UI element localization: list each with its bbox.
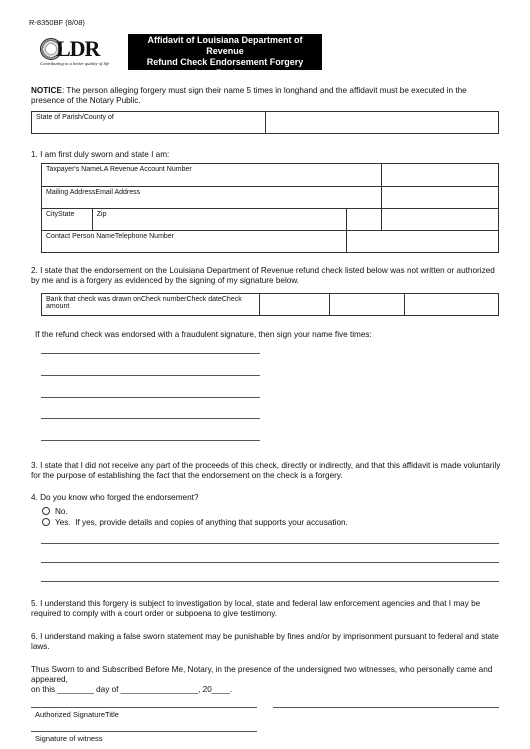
option-no-label: No. bbox=[55, 507, 68, 516]
check-info-labels: Bank that check was drawn onCheck numberCheck dateCheck amount bbox=[46, 296, 242, 310]
authorized-signature-line[interactable] bbox=[31, 707, 257, 708]
notice-text: : The person alleging forgery must sign their name 5 times in longhand and the affidavit must be executed in the presence of the Notary Public. bbox=[31, 86, 467, 105]
ldr-logo bbox=[34, 34, 124, 70]
sworn-line-2: on this ________ day of _________________, 20____. bbox=[31, 685, 233, 694]
signature-line-5[interactable] bbox=[41, 440, 260, 441]
taxpayer-info-table bbox=[41, 163, 499, 253]
state-parish-table bbox=[31, 111, 499, 134]
form-title bbox=[128, 34, 322, 78]
taxpayer-name-field[interactable] bbox=[42, 164, 382, 187]
mailing-address-field[interactable] bbox=[42, 187, 382, 209]
zip-label: Zip bbox=[96, 211, 107, 218]
authorized-signature-label: Authorized SignatureTitle bbox=[35, 710, 119, 719]
contact-person-label: Contact Person NameTelephone Number bbox=[46, 233, 175, 240]
taxpayer-name-label: Taxpayer's NameLA Revenue Account Number bbox=[46, 166, 192, 173]
title-line-3: for a Business bbox=[193, 68, 257, 78]
witness-signature-line[interactable] bbox=[31, 731, 257, 732]
city-state-label: CityState bbox=[46, 211, 75, 218]
title-line-2: Refund Check Endorsement Forgery bbox=[146, 57, 304, 67]
signature-line-1[interactable] bbox=[41, 353, 260, 354]
details-line-1[interactable] bbox=[41, 543, 499, 544]
details-line-2[interactable] bbox=[41, 562, 499, 563]
title-line-1: Affidavit of Louisiana Department of Revenue bbox=[147, 35, 303, 56]
radio-yes-icon[interactable] bbox=[42, 518, 50, 526]
form-code: R-8350BF (8/08) bbox=[29, 18, 85, 27]
signature-line-3[interactable] bbox=[41, 397, 260, 398]
account-number-field[interactable] bbox=[382, 164, 499, 187]
signature-prompt: If the refund check was endorsed with a fraudulent signature, then sign your name five times: bbox=[35, 330, 372, 339]
notice bbox=[31, 86, 501, 106]
option-yes[interactable] bbox=[42, 518, 348, 528]
zip-extra-field[interactable] bbox=[346, 209, 382, 231]
check-amount-field[interactable] bbox=[405, 294, 499, 316]
state-parish-label: State of Parish/County of bbox=[32, 112, 266, 134]
witness-signature-label: Signature of witness bbox=[35, 734, 103, 743]
section-4-text: 4. Do you know who forged the endorsement? bbox=[31, 493, 199, 502]
signature-line-2[interactable] bbox=[41, 375, 260, 376]
signature-line-4[interactable] bbox=[41, 418, 260, 419]
city-extra-field[interactable] bbox=[382, 209, 499, 231]
logo-tagline: Contributing to a better quality of life bbox=[40, 61, 110, 66]
check-info-table bbox=[41, 293, 499, 316]
mailing-address-label: Mailing AddressEmail Address bbox=[46, 189, 141, 196]
sworn-line-1: Thus Sworn to and Subscribed Before Me, Notary, in the presence of the undersigned two witnesses, who personally came and appeared, bbox=[31, 665, 493, 684]
email-address-field[interactable] bbox=[382, 187, 499, 209]
section-6-text: 6. I understand making a false sworn statement may be punishable by fines and/or by imprisonment pursuant to federal and state laws. bbox=[31, 632, 499, 651]
telephone-field[interactable] bbox=[346, 231, 498, 253]
option-yes-label: Yes. bbox=[55, 518, 71, 527]
notary-signature-line[interactable] bbox=[273, 707, 499, 708]
section-5-text: 5. I understand this forgery is subject to investigation by local, state and federal law enforcement agencies and that I may be required to comply with a court order or subpoena to give testimony. bbox=[31, 599, 481, 618]
section-1-text: 1. I am first duly sworn and state I am: bbox=[31, 150, 170, 159]
contact-person-field[interactable] bbox=[42, 231, 347, 253]
city-field[interactable] bbox=[42, 209, 93, 231]
notice-label: NOTICE bbox=[31, 86, 62, 95]
option-no[interactable] bbox=[42, 507, 68, 517]
sworn-statement bbox=[31, 665, 501, 695]
check-number-field[interactable] bbox=[260, 294, 330, 316]
option-yes-detail: If yes, provide details and copies of anything that supports your accusation. bbox=[75, 518, 348, 527]
radio-no-icon[interactable] bbox=[42, 507, 50, 515]
logo-text: LDR bbox=[56, 36, 100, 61]
bank-name-field[interactable] bbox=[42, 294, 260, 316]
details-line-3[interactable] bbox=[41, 581, 499, 582]
section-3-text: 3. I state that I did not receive any part of the proceeds of this check, directly or indirectly, and that this affidavit is made voluntarily for the purpose of establishing the fact that the endorsement on the check is a forgery. bbox=[31, 461, 501, 480]
state-parish-field[interactable] bbox=[266, 112, 499, 134]
check-date-field[interactable] bbox=[330, 294, 405, 316]
section-2-text: 2. I state that the endorsement on the Louisiana Department of Revenue refund check listed below was not written or authorized by me and is a forgery as evidenced by the signing of my signature below. bbox=[31, 266, 495, 285]
zip-field[interactable] bbox=[92, 209, 346, 231]
